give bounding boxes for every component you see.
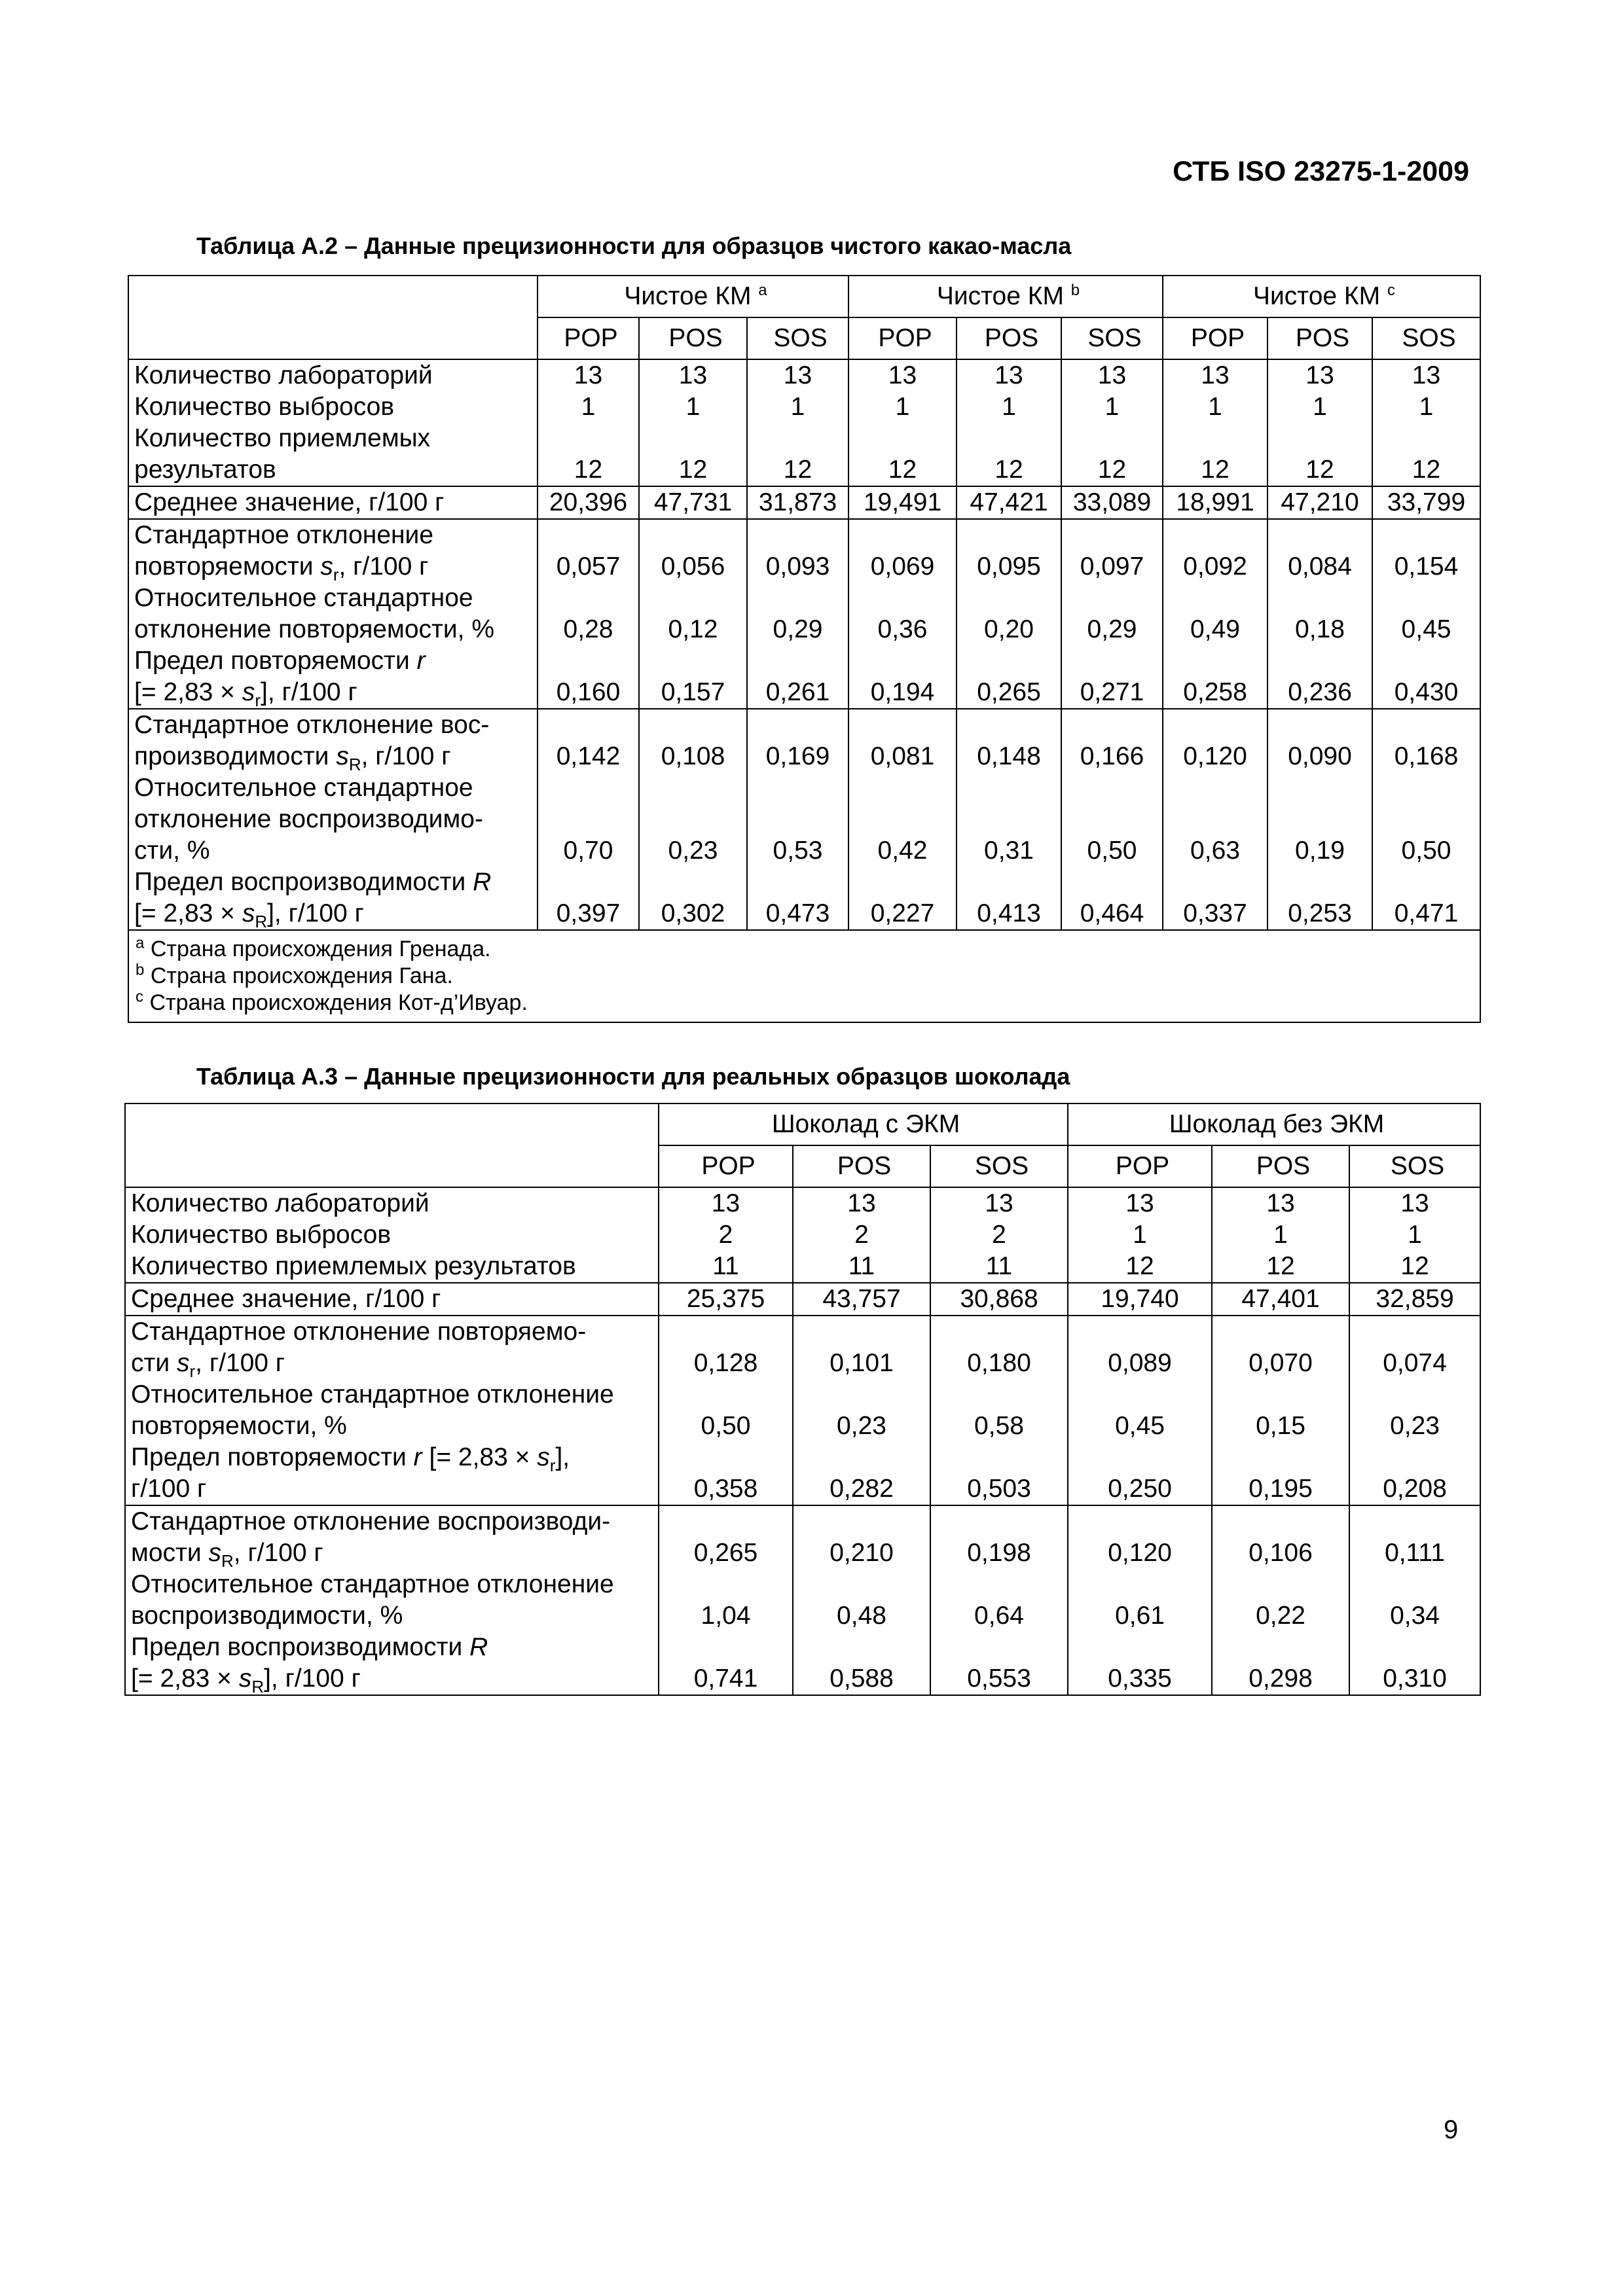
table-cell: 13 1 12 <box>1163 359 1267 486</box>
table-cell: 19,491 <box>848 486 957 519</box>
row-label: Стандартное отклонение вос- производимости $s_R$, г/100 г Относительное стандартное отклонение воспроизводимо- сти, % Предел воспроизводимости R [= $2,83 \times s_R$], г/100 г <box>128 709 538 930</box>
table-cell: 13 1 12 <box>1349 1187 1480 1283</box>
table-cell: 0,057 0,28 0,160 <box>538 519 639 709</box>
table-cell: 0,074 0,23 0,208 <box>1349 1316 1480 1505</box>
subheader-0: POP <box>659 1145 793 1187</box>
table-cell: 33,089 <box>1061 486 1163 519</box>
table-cell: 0,169 0,53 0,473 <box>747 709 848 930</box>
subheader-2: SOS <box>930 1145 1068 1187</box>
table-a2-row-mean <box>128 486 1480 519</box>
table-cell: 13 1 12 <box>538 359 639 486</box>
table-cell: 0,084 0,18 0,236 <box>1267 519 1372 709</box>
table-cell: 19,740 <box>1068 1283 1212 1316</box>
footnote-b: $^b$ Страна происхождения Гана. <box>136 961 453 988</box>
table-cell: 13 1 12 <box>1212 1187 1349 1283</box>
table-cell: 0,210 0,48 0,588 <box>793 1505 930 1695</box>
table-cell: 13 1 12 <box>1267 359 1372 486</box>
table-cell: 0,092 0,49 0,258 <box>1163 519 1267 709</box>
table-cell: 0,069 0,36 0,194 <box>848 519 957 709</box>
table-cell: 47,401 <box>1212 1283 1349 1316</box>
row-label: Стандартное отклонение воспроизводи- мости $s_R$, г/100 г Относительное стандартное отклонение воспроизводимости, % Предел воспроизводимости R [= $2,83 \times s_R$], г/100 г <box>125 1505 659 1695</box>
footnote-a: $^a$ Страна происхождения Гренада. <box>136 934 491 961</box>
table-a3-group-1: Шоколад с ЭКМ <box>659 1103 1068 1145</box>
row-label: Среднее значение, г/100 г <box>125 1283 659 1316</box>
table-cell: 0,168 0,50 0,471 <box>1372 709 1480 930</box>
table-cell: 13 2 11 <box>793 1187 930 1283</box>
table-cell: 13 2 11 <box>659 1187 793 1283</box>
table-cell: 0,097 0,29 0,271 <box>1061 519 1163 709</box>
table-cell: 33,799 <box>1372 486 1480 519</box>
table-a2-row-counts <box>128 359 1480 486</box>
table-cell: 13 1 12 <box>747 359 848 486</box>
subheader-7: POS <box>1267 317 1372 359</box>
table-cell: 0,089 0,45 0,250 <box>1068 1316 1212 1505</box>
subheader-5: SOS <box>1061 317 1163 359</box>
table-cell: 0,056 0,12 0,157 <box>639 519 747 709</box>
table-a3-row-repeatability <box>125 1316 1480 1505</box>
table-a3-row-reproducibility <box>125 1505 1480 1695</box>
table-a3-row-mean <box>125 1283 1480 1316</box>
table-a2 <box>128 275 1481 1023</box>
table-a2-group-2: Чистое КМ $^b$ <box>848 276 1163 317</box>
table-cell: 25,375 <box>659 1283 793 1316</box>
table-cell: 0,142 0,70 0,397 <box>538 709 639 930</box>
table-cell: 0,120 0,63 0,337 <box>1163 709 1267 930</box>
table-a3-row-counts <box>125 1187 1480 1283</box>
table-cell: 0,070 0,15 0,195 <box>1212 1316 1349 1505</box>
footnotes-cell <box>128 930 1480 1022</box>
subheader-8: SOS <box>1372 317 1480 359</box>
table-a2-group-3: Чистое КМ $^c$ <box>1163 276 1480 317</box>
standard-code: СТБ ISO 23275-1-2009 <box>1173 156 1469 187</box>
table-cell: 13 1 12 <box>1068 1187 1212 1283</box>
table-cell: 0,265 1,04 0,741 <box>659 1505 793 1695</box>
table-a2-caption: Таблица А.2 – Данные прецизионности для образцов чистого какао-масла <box>196 232 1072 259</box>
table-a2-corner <box>128 276 538 359</box>
row-label: Стандартное отклонение повторяемо- сти $s_r$, г/100 г Относительное стандартное отклонение повторяемости, % Предел повторяемости r [= $2,83 \times s_r$], г/100 г <box>125 1316 659 1505</box>
table-a3-corner <box>125 1103 659 1187</box>
page-number: 9 <box>1444 2115 1459 2144</box>
table-cell: 13 2 11 <box>930 1187 1068 1283</box>
table-cell: 13 1 12 <box>1372 359 1480 486</box>
row-label: Количество лабораторий Количество выбросов Количество приемлемых результатов <box>128 359 538 486</box>
table-cell: 30,868 <box>930 1283 1068 1316</box>
table-cell: 47,210 <box>1267 486 1372 519</box>
row-label: Среднее значение, г/100 г <box>128 486 538 519</box>
table-a2-footnotes <box>128 930 1480 1022</box>
table-cell: 0,128 0,50 0,358 <box>659 1316 793 1505</box>
table-cell: 0,095 0,20 0,265 <box>957 519 1061 709</box>
table-cell: 20,396 <box>538 486 639 519</box>
subheader-0: POP <box>538 317 639 359</box>
subheader-4: POS <box>957 317 1061 359</box>
table-cell: 31,873 <box>747 486 848 519</box>
table-cell: 47,421 <box>957 486 1061 519</box>
table-cell: 0,101 0,23 0,282 <box>793 1316 930 1505</box>
table-cell: 0,090 0,19 0,253 <box>1267 709 1372 930</box>
row-label: Стандартное отклонение повторяемости $s_r$, г/100 г Относительное стандартное отклонение повторяемости, % Предел повторяемости r [= $2,83 \times s_r$], г/100 г <box>128 519 538 709</box>
subheader-1: POS <box>793 1145 930 1187</box>
table-cell: 18,991 <box>1163 486 1267 519</box>
table-cell: 0,108 0,23 0,302 <box>639 709 747 930</box>
table-cell: 0,154 0,45 0,430 <box>1372 519 1480 709</box>
table-cell: 47,731 <box>639 486 747 519</box>
table-cell: 0,148 0,31 0,413 <box>957 709 1061 930</box>
table-cell: 0,166 0,50 0,464 <box>1061 709 1163 930</box>
table-a2-row-repeatability <box>128 519 1480 709</box>
subheader-6: POP <box>1163 317 1267 359</box>
table-cell: 43,757 <box>793 1283 930 1316</box>
table-a2-row-reproducibility <box>128 709 1480 930</box>
subheader-1: POS <box>639 317 747 359</box>
subheader-2: SOS <box>747 317 848 359</box>
table-cell: 0,106 0,22 0,298 <box>1212 1505 1349 1695</box>
table-cell: 13 1 12 <box>639 359 747 486</box>
subheader-3: POP <box>848 317 957 359</box>
table-cell: 0,081 0,42 0,227 <box>848 709 957 930</box>
table-cell: 0,120 0,61 0,335 <box>1068 1505 1212 1695</box>
table-cell: 0,180 0,58 0,503 <box>930 1316 1068 1505</box>
table-cell: 32,859 <box>1349 1283 1480 1316</box>
table-cell: 0,093 0,29 0,261 <box>747 519 848 709</box>
table-cell: 0,198 0,64 0,553 <box>930 1505 1068 1695</box>
subheader-4: POS <box>1212 1145 1349 1187</box>
table-cell: 0,111 0,34 0,310 <box>1349 1505 1480 1695</box>
table-a3 <box>124 1103 1481 1696</box>
subheader-5: SOS <box>1349 1145 1480 1187</box>
table-a2-group-1: Чистое КМ $^a$ <box>538 276 848 317</box>
subheader-3: POP <box>1068 1145 1212 1187</box>
table-a3-group-2: Шоколад без ЭКМ <box>1068 1103 1480 1145</box>
table-cell: 13 1 12 <box>957 359 1061 486</box>
footnote-c: $^c$ Страна происхождения Кот-д’Ивуар. <box>136 988 528 1015</box>
table-cell: 13 1 12 <box>848 359 957 486</box>
table-a3-caption: Таблица А.3 – Данные прецизионности для реальных образцов шоколада <box>196 1063 1070 1090</box>
table-cell: 13 1 12 <box>1061 359 1163 486</box>
row-label: Количество лабораторий Количество выбросов Количество приемлемых результатов <box>125 1187 659 1283</box>
